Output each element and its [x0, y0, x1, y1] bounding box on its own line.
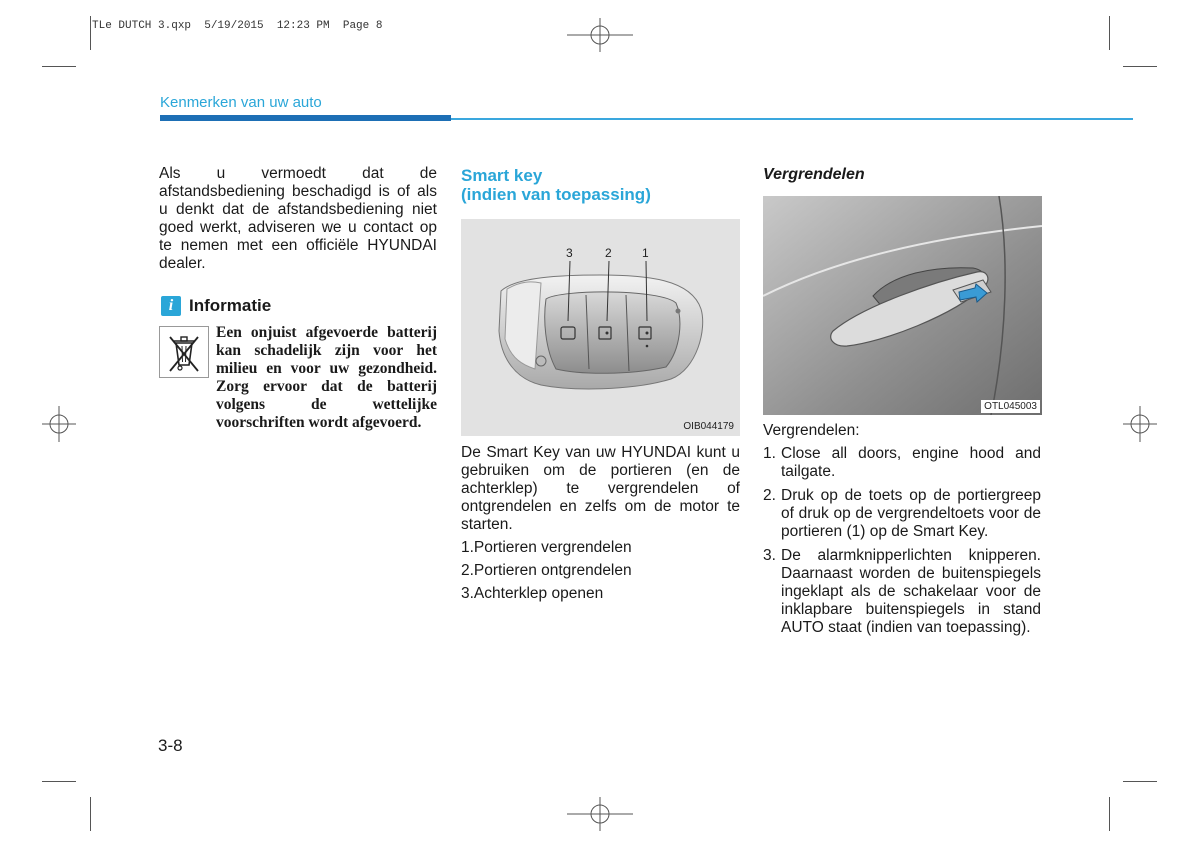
print-slug: TLe DUTCH 3.qxp 5/19/2015 12:23 PM Page 8 [92, 20, 383, 32]
registration-mark-left [42, 406, 76, 442]
info-icon: i [161, 296, 181, 316]
registration-mark-right [1123, 406, 1157, 442]
locking-intro: Vergrendelen: [763, 422, 860, 439]
smart-key-heading-line1: Smart key [461, 166, 543, 185]
info-title: Informatie [189, 296, 272, 315]
info-text: Een onjuist afgevoerde batterij kan schadelijk zijn voor het milieu en voor uw gezondheid. Zorg ervoor dat de batterij volgens de wettelijke voorschriften wordt afgevoerd. [216, 324, 437, 431]
smart-key-heading-line2: (indien van toepassing) [461, 185, 651, 204]
list-item: 3. De alarmknipperlichten knipperen. Daarnaast worden de buitenspiegels ingeklapt als de schakelaar voor de inklapbare buitenspiegels in stand AUTO staat (indien van toepassing). [763, 547, 1041, 636]
page-number: 3-8 [158, 736, 183, 755]
callout-2: 2 [605, 246, 612, 260]
intro-paragraph: Als u vermoedt dat de afstandsbediening beschadigd is of als u denkt dat de afstandsbediening niet goed werkt, adviseren we u contact op te nemen met een officiële HYUNDAI dealer. [159, 165, 437, 272]
callout-1: 1 [642, 246, 649, 260]
registration-mark-bottom [567, 797, 633, 831]
callout-3: 3 [566, 246, 573, 260]
header-rule-dark [160, 115, 451, 121]
smart-key-paragraph: De Smart Key van uw HYUNDAI kunt u gebruiken om de portieren (en de achterklep) te vergrendelen of ontgrendelen en zelfs om de motor te starten. [461, 444, 740, 533]
list-item: 2.Portieren ontgrendelen [461, 562, 632, 579]
crossed-out-bin-icon [159, 326, 209, 378]
figure-code: OTL045003 [981, 400, 1040, 413]
door-handle-figure [763, 196, 1042, 415]
header-rule-light [451, 118, 1133, 120]
list-item: 1.Portieren vergrendelen [461, 539, 632, 556]
list-item: 2. Druk op de toets op de portiergreep of druk op de vergrendeltoets voor de portieren (1) op de Smart Key. [763, 487, 1041, 540]
locking-heading: Vergrendelen [763, 166, 865, 183]
section-title: Kenmerken van uw auto [160, 94, 322, 111]
smart-key-figure [461, 219, 740, 436]
list-item: 3.Achterklep openen [461, 585, 604, 602]
smart-key-list [461, 539, 740, 603]
figure-code: OIB044179 [683, 421, 734, 432]
info-heading [161, 296, 271, 316]
registration-mark-top [567, 18, 633, 52]
locking-steps [763, 445, 1041, 643]
list-item: 1. Close all doors, engine hood and tailgate. [763, 445, 1041, 480]
smart-key-heading [461, 166, 740, 204]
